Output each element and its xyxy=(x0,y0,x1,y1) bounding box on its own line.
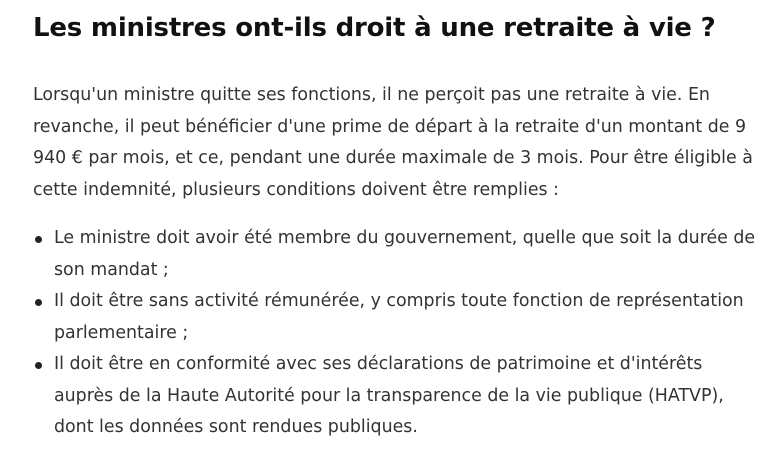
intro-paragraph: Lorsqu'un ministre quitte ses fonctions, il ne perçoit pas une retraite à vie. En revanche, il peut bénéficier d'une prime de départ à la retraite d'un montant de 9 940 € par mois, et ce, pendant une durée maximale de 3 mois. Pour être éligible à cette indemnité, plusieurs conditions doivent être remplies : xyxy=(33,85,753,200)
list-item: Il doit être sans activité rémunérée, y compris toute fonction de représentation parlementaire ; xyxy=(54,286,766,349)
conditions-list xyxy=(33,223,766,444)
list-item: Le ministre doit avoir été membre du gouvernement, quelle que soit la durée de son mandat ; xyxy=(54,223,766,286)
list-item: Il doit être en conformité avec ses déclarations de patrimoine et d'intérêts auprès de la Haute Autorité pour la transparence de la vie publique (HATVP), dont les données sont rendues publiques. xyxy=(54,349,766,444)
article-heading: Les ministres ont-ils droit à une retraite à vie ? xyxy=(33,13,716,43)
